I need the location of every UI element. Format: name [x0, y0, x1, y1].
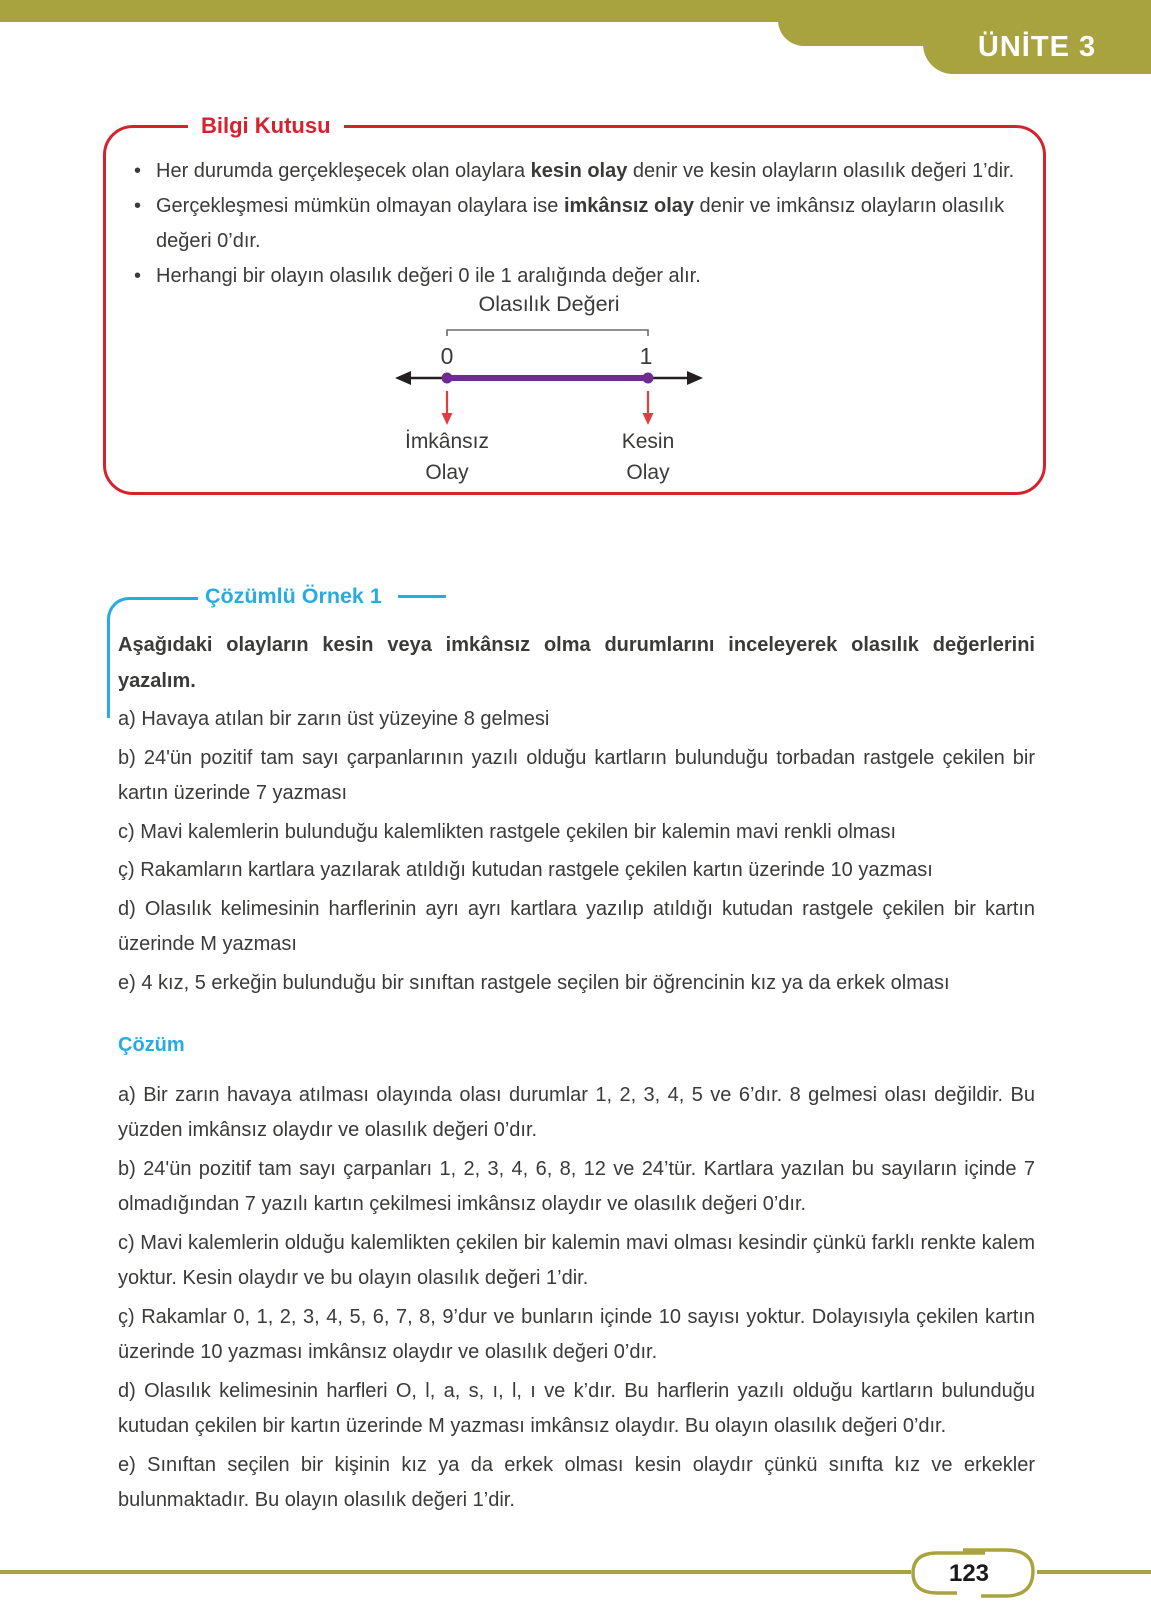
page-number: 123 — [948, 1560, 990, 1587]
question-e: e) 4 kız, 5 erkeğin bulunduğu bir sınıftan rastgele seçilen bir öğrencinin kız ya da erkek olması — [118, 971, 950, 994]
bullet-text: Herhangi bir olayın olasılık değeri 0 ile 1 aralığında değer alır. — [156, 265, 701, 287]
question-c: c) Mavi kalemlerin bulunduğu kalemlikten rastgele çekilen bir kalemin mavi renkli olması — [118, 820, 897, 843]
diagram-bracket — [447, 330, 648, 336]
certain-arrowhead-icon — [643, 413, 654, 425]
diagram-title: Olasılık Değeri — [478, 292, 620, 316]
bullet-bold-text: imkânsız olay — [563, 195, 694, 217]
question-d: d) Olasılık kelimesinin harflerinin ayrı ayrı kartlara yazılıp atıldığı kutudan rastgele çekilen bir kartın üzerinde M yazması — [118, 897, 1035, 955]
solution-b: b) 24'ün pozitif tam sayı çarpanları 1, 2, 3, 4, 6, 8, 12 ve 24’tür. Kartlara yazılan bu sayıların içinde 7 olmadığından 7 yazılı kartın çekilmesi imkânsız olaydır ve olasılık değeri 0’dır. — [118, 1157, 1035, 1215]
impossible-event-label-line1: İmkânsız — [404, 430, 490, 453]
question-a: a) Havaya atılan bir zarın üst yüzeyine 8 gelmesi — [118, 708, 550, 730]
solution-a: a) Bir zarın havaya atılması olayında olası durumlar 1, 2, 3, 4, 5 ve 6’dır. 8 gelmesi olası değildir. Bu yüzden imkânsız olaydır ve olasılık değeri 0’dır. — [118, 1083, 1035, 1141]
left-arrowhead-icon — [395, 371, 411, 385]
info-bullet — [132, 154, 1017, 189]
bullet-bold-text: kesin olay — [530, 160, 628, 182]
title-dash — [398, 595, 446, 598]
footer-rule-left — [0, 1570, 911, 1574]
info-bullet-list — [106, 128, 1043, 294]
info-bullet — [132, 189, 1017, 259]
solution-c: c) Mavi kalemlerin olduğu kalemlikten çekilen bir kalemin mavi olması kesindir çünkü farklı renkte kalem yoktur. Kesin olaydır ve bu olayın olasılık değeri 1’dir. — [118, 1231, 1036, 1289]
example-body — [118, 628, 1035, 1522]
question-b: b) 24'ün pozitif tam sayı çarpanlarının yazılı olduğu kartların bulunduğu torbadan rastgele çekilen bir kartın üzerinde 7 yazması — [118, 746, 1035, 804]
diagram-zero-label: 0 — [440, 343, 454, 369]
example-title-text: Çözümlü Örnek 1 — [205, 584, 382, 608]
unit-tab — [923, 0, 1151, 74]
info-box-title: Bilgi Kutusu — [188, 113, 344, 139]
bullet-text: Her durumda gerçekleşecek olan olaylara — [156, 160, 531, 182]
right-arrowhead-icon — [687, 371, 703, 385]
solution-c-cedilla: ç) Rakamlar 0, 1, 2, 3, 4, 5, 6, 7, 8, 9’dur ve bunların içinde 10 sayısı yoktur. Dolayısıyla çekilen kartın üzerinde 10 yazması imkânsız olaydır ve olasılık değeri 0’dır. — [118, 1305, 1035, 1363]
info-box — [103, 113, 1046, 495]
solution-title: Çözüm — [118, 1034, 185, 1056]
solution-d: d) Olasılık kelimesinin harfleri O, l, a, s, ı, l, ı ve k’dır. Bu harflerin yazılı olduğu kartların bulunduğu kutudan çekilen bir kartın üzerinde M yazması imkânsız olaydır. Bu olayın olasılık değeri 0’dır. — [118, 1379, 1035, 1437]
point-one-dot — [643, 373, 654, 384]
certain-event-label-line2: Olay — [626, 461, 670, 484]
probability-number-line-diagram — [106, 286, 1043, 486]
certain-event-label-line1: Kesin — [621, 430, 675, 453]
bullet-text: Gerçekleşmesi mümkün olmayan olaylara ise — [156, 195, 564, 217]
example-title — [205, 584, 446, 609]
unit-title: ÜNİTE 3 — [977, 31, 1097, 63]
solution-e: e) Sınıftan seçilen bir kişinin kız ya da erkek olması kesin olaydır çünkü sınıfta kız ve erkekler bulunmaktadır. Bu olayın olasılık değeri 1’dir. — [118, 1453, 1035, 1511]
bullet-text: denir ve imkânsız olayların olasılık değeri 0’dır. — [156, 195, 1005, 252]
point-zero-dot — [442, 373, 453, 384]
question-c-cedilla: ç) Rakamların kartlara yazılarak atıldığı kutudan rastgele çekilen kartın üzerinde 10 yazması — [118, 859, 933, 881]
impossible-arrowhead-icon — [442, 413, 453, 425]
diagram-one-label: 1 — [639, 343, 653, 369]
impossible-event-label-line2: Olay — [425, 461, 469, 484]
page-number-badge — [905, 1546, 1045, 1602]
bullet-text: denir ve kesin olayların olasılık değeri 1’dir. — [627, 160, 1015, 182]
footer-rule-right — [1037, 1570, 1151, 1574]
example-intro: Aşağıdaki olayların kesin veya imkânsız olma durumlarını inceleyerek olasılık değerlerini yazalım. — [118, 634, 1035, 692]
